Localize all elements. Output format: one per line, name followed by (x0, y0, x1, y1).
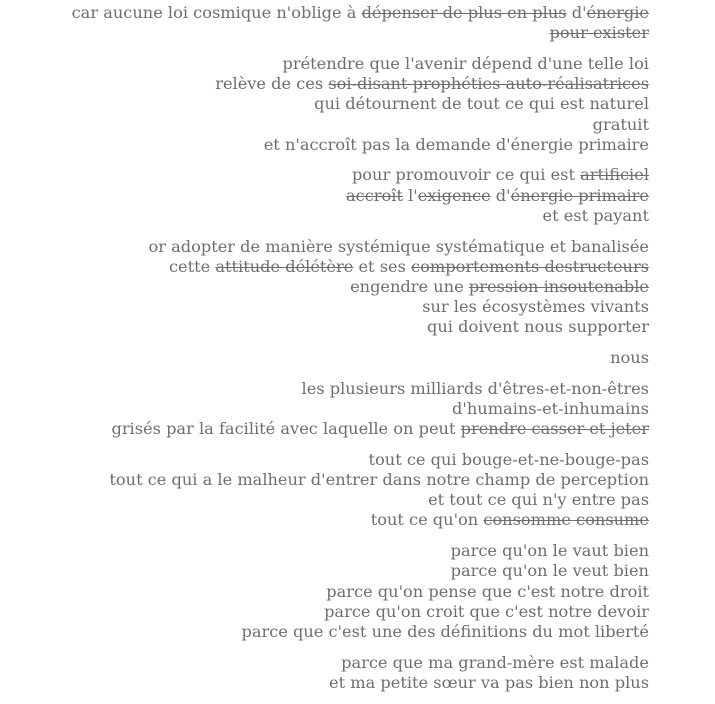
line-text: et n'accroît pas la demande d'énergie primaire (263, 134, 649, 154)
line-text: cette (168, 256, 216, 276)
poem-line (9, 297, 649, 317)
struck-through-text: comportements destructeurs (411, 256, 649, 276)
poem-line (9, 622, 649, 642)
struck-through-text: énergie (586, 3, 649, 22)
line-text: tout ce qu'on (370, 510, 484, 530)
struck-through-text: r (641, 23, 649, 43)
line-text: or adopter de manière systémique systématique et banalisée (148, 236, 649, 256)
poem-line (9, 561, 649, 581)
line-text: engendre une (350, 276, 469, 296)
line-text: l' (402, 185, 418, 205)
poem-text-block (9, 3, 649, 704)
poem-line (9, 419, 649, 439)
poem-line (9, 399, 649, 419)
struck-through-text: attitude délétère (215, 256, 354, 276)
struck-through-text: dépenser de plus en plus (361, 3, 567, 22)
struck-through-text: prendre casser et jeter (460, 419, 649, 439)
line-text: et tout ce qui n'y entre pas (428, 490, 649, 510)
stanza (9, 3, 649, 43)
struck-through-text: accroît (346, 185, 403, 205)
poem-line (9, 602, 649, 622)
poem-line (9, 490, 649, 510)
stanza (9, 379, 649, 440)
poem-line (9, 237, 649, 257)
poem-line (9, 3, 649, 23)
line-text: tout ce qui bouge-et-ne-bouge-pas (368, 449, 649, 469)
struck-through-text: soi-disant prophéties auto-réalisatrices (328, 74, 649, 94)
line-text: tout ce qui a le malheur d'entrer dans notre champ de perception (109, 470, 649, 490)
line-text: et est payant (542, 205, 649, 225)
poem-line (9, 348, 649, 368)
poem-line (9, 74, 649, 94)
stanza (9, 653, 649, 693)
poem-line (9, 673, 649, 693)
poem-line (9, 186, 649, 206)
poem-line (9, 541, 649, 561)
struck-through-text: consomme consume (483, 510, 649, 530)
line-text: sur les écosystèmes vivants (422, 297, 649, 317)
stanza (9, 54, 649, 155)
stanza (9, 237, 649, 338)
line-text: qui détournent de tout ce qui est naturel (314, 94, 649, 114)
line-text: pour promouvoir ce qui est (351, 165, 581, 185)
poem-line (9, 653, 649, 673)
line-text: parce que ma grand-mère est malade (341, 652, 649, 672)
poem-line (9, 206, 649, 226)
line-text: qui doivent nous supporter (426, 317, 649, 337)
poem-line (9, 450, 649, 470)
line-text: parce qu'on pense que c'est notre droit (326, 581, 649, 601)
struck-through-text: énergie primaire (510, 185, 649, 205)
line-text: parce qu'on croit que c'est notre devoir (324, 601, 649, 621)
struck-through-text: artificiel (580, 165, 649, 185)
line-text: car aucune loi cosmique n'oblige à (71, 3, 362, 22)
line-text: et ma petite sœur va pas bien non plus (329, 672, 649, 692)
poem-line (9, 165, 649, 185)
poem-line (9, 54, 649, 74)
line-text: gratuit (592, 114, 649, 134)
line-text: d' (490, 185, 511, 205)
stanza (9, 450, 649, 531)
line-text: parce que c'est une des définitions du mot liberté (241, 621, 649, 641)
stanza (9, 541, 649, 642)
poem-line (9, 582, 649, 602)
stanza (9, 165, 649, 226)
line-text: nous (610, 348, 649, 368)
poem-line (9, 470, 649, 490)
poem-line (9, 317, 649, 337)
line-text: prétendre que l'avenir dépend d'une telle loi (282, 53, 649, 73)
poem-line (9, 379, 649, 399)
poem-line (9, 135, 649, 155)
line-text: parce qu'on le veut bien (450, 561, 649, 581)
poem-line (9, 115, 649, 135)
line-text: les plusieurs milliards d'êtres-et-non-êtres (301, 378, 649, 398)
line-text: d'humains-et-inhumains (452, 398, 649, 418)
struck-through-text: exigence (417, 185, 491, 205)
line-text: parce qu'on le vaut bien (450, 541, 649, 561)
poem-line (9, 23, 649, 43)
stanza (9, 348, 649, 368)
line-text: relève de ces (215, 74, 329, 94)
struck-through-text: pression insoutenable (468, 276, 649, 296)
poem-line (9, 257, 649, 277)
poem-line (9, 277, 649, 297)
line-text: grisés par la facilité avec laquelle on peut (111, 419, 461, 439)
poem-line (9, 94, 649, 114)
line-text: et ses (353, 256, 412, 276)
line-text: d' (566, 3, 587, 22)
poem-line (9, 510, 649, 530)
struck-through-text: pour existe (549, 23, 642, 43)
